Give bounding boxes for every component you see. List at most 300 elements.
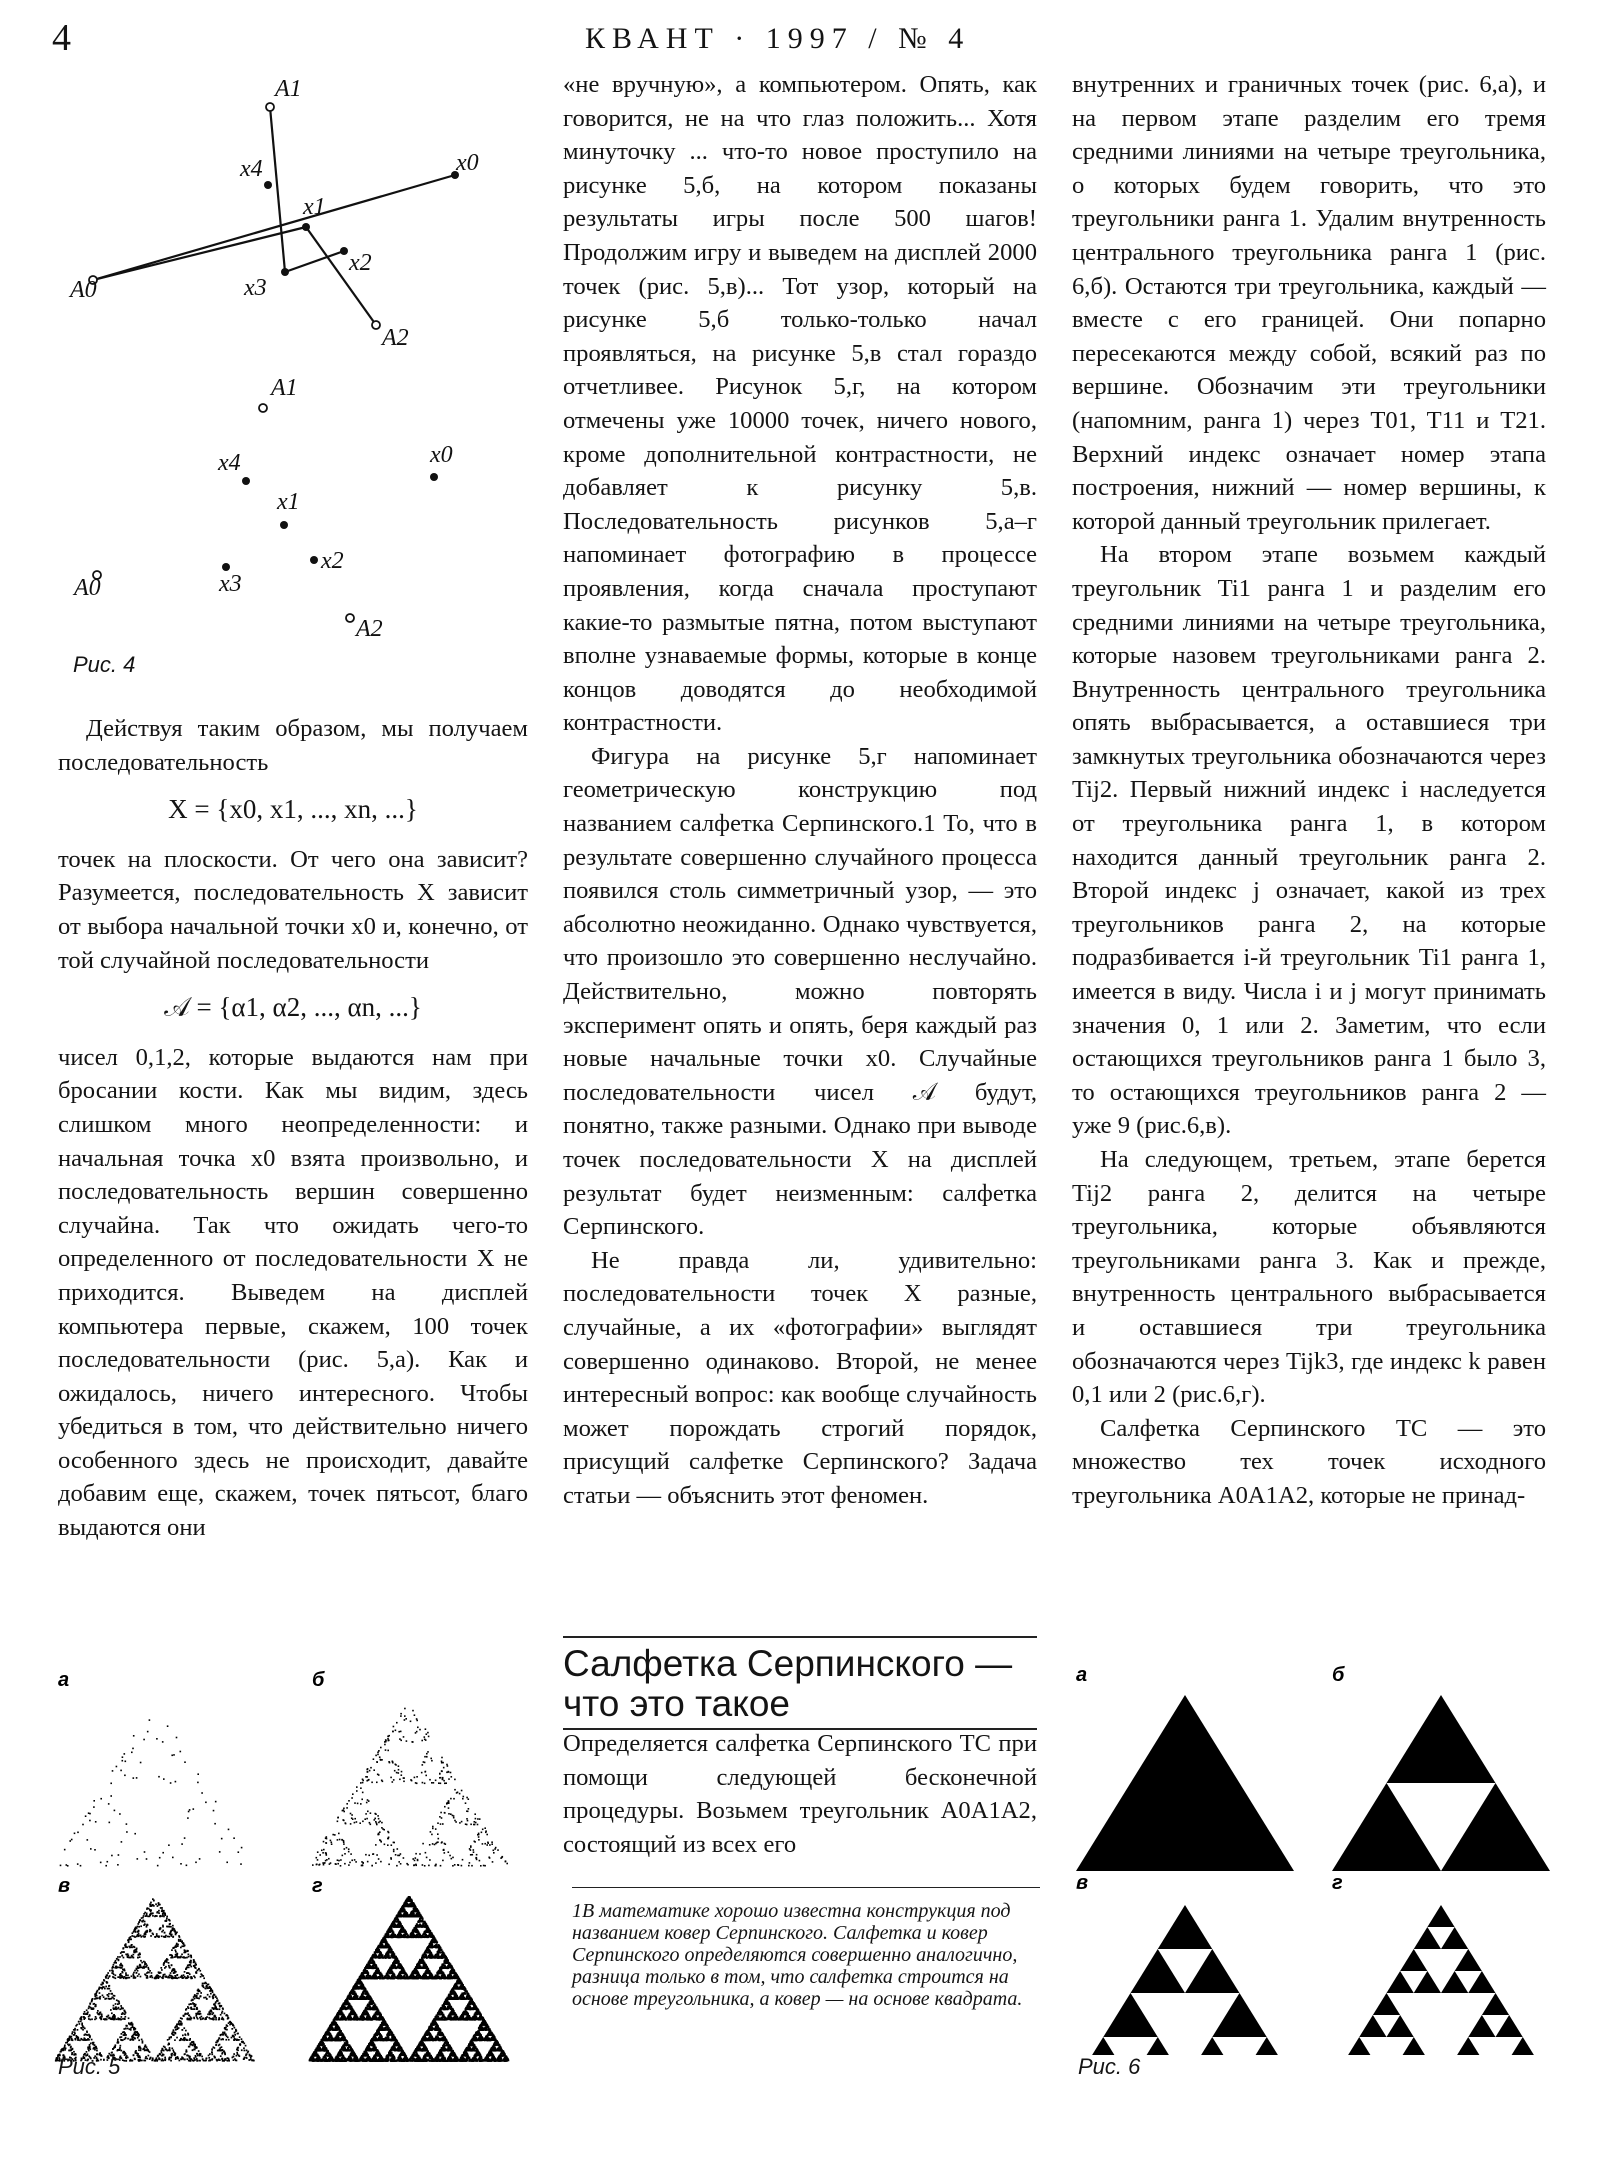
chaos-point	[172, 2049, 174, 2051]
chaos-point	[185, 2013, 187, 2015]
chaos-point	[388, 1761, 390, 1763]
chaos-point	[138, 2046, 140, 2048]
chaos-point	[148, 1968, 150, 1970]
chaos-point	[209, 1990, 211, 1992]
chaos-point	[149, 1931, 151, 1933]
chaos-point	[214, 2047, 216, 2049]
chaos-point	[175, 1945, 177, 1947]
formula-alpha-sequence: 𝒜 = {α1, α2, ..., αn, ...}	[164, 992, 422, 1023]
chaos-point	[338, 1833, 340, 1835]
chaos-point	[159, 1972, 161, 1974]
chaos-point	[189, 2038, 191, 2040]
chaos-point	[164, 1932, 166, 1934]
chaos-point	[132, 1957, 134, 1959]
chaos-point	[480, 1865, 482, 1867]
chaos-point	[85, 1815, 87, 1817]
chaos-point	[478, 1839, 480, 1841]
chaos-point	[72, 2039, 74, 2041]
chaos-point	[169, 1923, 171, 1925]
chaos-point	[191, 2042, 193, 2044]
chaos-point	[237, 2033, 239, 2035]
chaos-point	[77, 1863, 79, 1865]
chaos-point	[399, 1779, 401, 1781]
chaos-point	[171, 2053, 173, 2055]
chaos-point	[121, 2016, 123, 2018]
chaos-point	[133, 1972, 135, 1974]
chaos-point	[197, 1782, 199, 1784]
chaos-point	[113, 1964, 115, 1966]
chaos-point	[492, 1861, 494, 1863]
chaos-point	[152, 1898, 154, 1900]
chaos-point	[118, 2001, 120, 2003]
chaos-point	[107, 1861, 109, 1863]
chaos-point	[176, 1932, 178, 1934]
chaos-point	[126, 1831, 128, 1833]
chaos-point	[149, 1719, 151, 1721]
chaos-point	[133, 2055, 135, 2057]
chaos-point	[206, 2057, 208, 2059]
chaos-point	[474, 1841, 476, 1843]
page-number: 4	[52, 17, 71, 59]
chaos-point	[233, 2025, 235, 2027]
chaos-point	[131, 1944, 133, 1946]
chaos-point	[416, 1776, 418, 1778]
chaos-point	[69, 1840, 71, 1842]
chaos-point	[157, 1911, 159, 1913]
chaos-point	[466, 1824, 468, 1826]
chaos-point	[422, 1764, 424, 1766]
chaos-point	[76, 2024, 78, 2026]
chaos-point	[230, 2023, 232, 2025]
chaos-point	[190, 1955, 192, 1957]
chaos-point	[61, 2048, 63, 2050]
chaos-point	[125, 2028, 127, 2030]
chaos-point	[237, 2039, 239, 2041]
chaos-point	[124, 2032, 126, 2034]
chaos-point	[131, 2060, 133, 2062]
chaos-point	[195, 1963, 197, 1965]
chaos-point	[161, 1931, 163, 1933]
chaos-point	[228, 2058, 230, 2060]
chaos-point	[205, 1982, 207, 1984]
chaos-point	[190, 1960, 192, 1962]
chaos-point	[467, 1811, 469, 1813]
chaos-point	[103, 1979, 105, 1981]
chaos-point	[78, 2021, 80, 2023]
chaos-point	[181, 1954, 183, 1956]
chaos-point	[131, 2022, 133, 2024]
chaos-point	[76, 2035, 78, 2037]
chaos-point	[190, 2058, 192, 2060]
chaos-point	[152, 2057, 154, 2059]
chaos-point	[222, 2007, 224, 2009]
chaos-point	[93, 2042, 95, 2044]
chaos-point	[126, 1946, 128, 1948]
chaos-point	[219, 2038, 221, 2040]
chaos-point	[412, 1741, 414, 1743]
chaos-point	[136, 1927, 138, 1929]
chaos-point	[199, 2060, 201, 2062]
chaos-point	[134, 1946, 136, 1948]
chaos-point	[489, 1844, 491, 1846]
chaos-point	[375, 1813, 377, 1815]
chaos-point	[214, 2057, 216, 2059]
chaos-point	[83, 2013, 85, 2015]
chaos-point	[233, 1837, 235, 1839]
chaos-point	[362, 1782, 364, 1784]
chaos-point	[388, 1864, 390, 1866]
chaos-point	[141, 2039, 143, 2041]
chaos-point	[183, 1974, 185, 1976]
chaos-point	[113, 2007, 115, 2009]
chaos-point	[471, 1865, 473, 1867]
chaos-point	[349, 1862, 351, 1864]
chaos-point	[95, 1821, 97, 1823]
chaos-point	[367, 1811, 369, 1813]
chaos-point	[176, 2037, 178, 2039]
chaos-point	[339, 1839, 341, 1841]
chaos-point	[169, 2049, 171, 2051]
chaos-point	[387, 1736, 389, 1738]
vertex-a2-b	[346, 614, 354, 622]
chaos-point	[81, 2028, 83, 2030]
chaos-point	[214, 2004, 216, 2006]
chaos-point	[240, 2043, 242, 2045]
chaos-point	[144, 1974, 146, 1976]
chaos-point	[196, 1993, 198, 1995]
chaos-point	[445, 1782, 447, 1784]
chaos-point	[174, 2032, 176, 2034]
chaos-point	[234, 2034, 236, 2036]
chaos-point	[111, 1855, 113, 1857]
chaos-point	[93, 1806, 95, 1808]
chaos-point	[144, 2050, 146, 2052]
chaos-point	[134, 2058, 136, 2060]
chaos-point	[77, 2039, 79, 2041]
chaos-point	[415, 1864, 417, 1866]
label-x3: x3	[244, 275, 267, 301]
chaos-point	[138, 1933, 140, 1935]
chaos-point	[335, 1863, 337, 1865]
chaos-point	[173, 1972, 175, 1974]
chaos-point	[173, 2034, 175, 2036]
chaos-point	[125, 1761, 127, 1763]
chaos-point	[379, 1831, 381, 1833]
chaos-point	[410, 1721, 412, 1723]
segment-a0-x1	[93, 227, 306, 280]
chaos-point	[387, 1750, 389, 1752]
chaos-point	[208, 2017, 210, 2019]
chaos-point	[168, 1936, 170, 1938]
chaos-point	[162, 1926, 164, 1928]
chaos-point	[378, 1774, 380, 1776]
chaos-point	[134, 1970, 136, 1972]
chaos-point	[352, 1818, 354, 1820]
chaos-point	[74, 2031, 76, 2033]
chaos-point	[375, 1844, 377, 1846]
chaos-point	[105, 1986, 107, 1988]
chaos-point	[100, 1862, 102, 1864]
chaos-point	[193, 2060, 195, 2062]
chaos-point	[177, 1974, 179, 1976]
chaos-point	[93, 1800, 95, 1802]
chaos-point	[338, 1860, 340, 1862]
chaos-point	[144, 2048, 146, 2050]
chaos-point	[425, 1728, 427, 1730]
chaos-point	[187, 2012, 189, 2014]
chaos-point	[102, 1987, 104, 1989]
chaos-point	[175, 1971, 177, 1973]
chaos-point	[65, 2042, 67, 2044]
chaos-point	[421, 1772, 423, 1774]
chaos-point	[138, 1921, 140, 1923]
chaos-point	[405, 1718, 407, 1720]
chaos-point	[90, 1848, 92, 1850]
chaos-point	[395, 1730, 397, 1732]
chaos-point	[130, 1957, 132, 1959]
chaos-point	[150, 1935, 152, 1937]
chaos-point	[161, 1915, 163, 1917]
chaos-point	[83, 2018, 85, 2020]
chaos-point	[133, 1951, 135, 1953]
chaos-point	[477, 1824, 479, 1826]
chaos-point	[344, 1853, 346, 1855]
chaos-point	[152, 1934, 154, 1936]
chaos-point	[246, 2057, 248, 2059]
chaos-point	[366, 1769, 368, 1771]
chaos-point	[211, 2054, 213, 2056]
chaos-point	[117, 2050, 119, 2052]
chaos-point	[412, 1710, 414, 1712]
chaos-point	[250, 2057, 252, 2059]
chaos-point	[221, 1838, 223, 1840]
chaos-point	[180, 1940, 182, 1942]
chaos-point	[438, 1838, 440, 1840]
chaos-point	[403, 1857, 405, 1859]
figure-4	[60, 60, 530, 670]
chaos-point	[123, 1968, 125, 1970]
chaos-point	[237, 2047, 239, 2049]
chaos-point	[94, 1849, 96, 1851]
chaos-point	[117, 1967, 119, 1969]
chaos-point	[392, 1762, 394, 1764]
chaos-point	[378, 1818, 380, 1820]
chaos-point	[144, 1851, 146, 1853]
chaos-point	[419, 1729, 421, 1731]
chaos-point	[398, 1731, 400, 1733]
chaos-point	[452, 1865, 454, 1867]
chaos-point	[355, 1861, 357, 1863]
chaos-point	[203, 1997, 205, 1999]
chaos-point	[86, 2031, 88, 2033]
chaos-point	[124, 2034, 126, 2036]
chaos-point	[442, 1860, 444, 1862]
chaos-point	[214, 1823, 216, 1825]
chaos-point	[433, 1782, 435, 1784]
running-head: КВАНТ · 1997 / № 4	[585, 22, 971, 55]
chaos-point	[133, 2039, 135, 2041]
chaos-point	[110, 1990, 112, 1992]
chaos-point	[129, 1937, 131, 1939]
chaos-point	[90, 2019, 92, 2021]
chaos-point	[149, 2058, 151, 2060]
chaos-point	[110, 1783, 112, 1785]
chaos-point	[243, 2058, 245, 2060]
chaos-point	[364, 1818, 366, 1820]
chaos-point	[170, 2060, 172, 2062]
chaos-point	[145, 2056, 147, 2058]
chaos-point	[124, 2013, 126, 2015]
chaos-point	[144, 2046, 146, 2048]
chaos-point	[362, 1864, 364, 1866]
formula-x-sequence: X = {x0, x1, ..., xn, ...}	[168, 794, 418, 825]
chaos-point	[137, 1957, 139, 1959]
chaos-point	[475, 1818, 477, 1820]
chaos-point	[89, 1813, 91, 1815]
chaos-point	[440, 1823, 442, 1825]
chaos-point	[215, 2044, 217, 2046]
chaos-point	[425, 1775, 427, 1777]
chaos-point	[226, 1862, 228, 1864]
chaos-point	[108, 1803, 110, 1805]
chaos-point	[186, 1966, 188, 1968]
chaos-point	[367, 1861, 369, 1863]
chaos-point	[72, 2031, 74, 2033]
chaos-point	[465, 1802, 467, 1804]
chaos-point	[158, 1936, 160, 1938]
chaos-point	[84, 2011, 86, 2013]
chaos-point	[462, 1859, 464, 1861]
chaos-point	[343, 1811, 345, 1813]
chaos-point	[68, 2050, 70, 2052]
chaos-point	[222, 2032, 224, 2034]
chaos-point	[171, 1949, 173, 1951]
chaos-point	[220, 2005, 222, 2007]
point-x0-b	[430, 473, 438, 481]
chaos-point	[71, 2033, 73, 2035]
chaos-point	[337, 1839, 339, 1841]
chaos-point	[194, 1967, 196, 1969]
chaos-point	[399, 1738, 401, 1740]
chaos-point	[365, 1813, 367, 1815]
chaos-point	[105, 1865, 107, 1867]
chaos-point	[159, 1857, 161, 1859]
chaos-point	[183, 2015, 185, 2017]
chaos-point	[406, 1740, 408, 1742]
chaos-point	[152, 1915, 154, 1917]
chaos-point	[124, 1775, 126, 1777]
chaos-point	[354, 1818, 356, 1820]
chaos-point	[202, 1983, 204, 1985]
chaos-point	[215, 2002, 217, 2004]
chaos-point	[188, 1967, 190, 1969]
chaos-point	[459, 1793, 461, 1795]
chaos-point	[120, 2050, 122, 2052]
chaos-point	[216, 2042, 218, 2044]
chaos-point	[228, 2039, 230, 2041]
chaos-point	[180, 2021, 182, 2023]
chaos-point	[191, 2008, 193, 2010]
chaos-point	[143, 1920, 145, 1922]
chaos-point	[168, 1965, 170, 1967]
chaos-point	[148, 2055, 150, 2057]
chaos-point	[67, 1865, 69, 1867]
chaos-point	[151, 1977, 153, 1979]
chaos-point	[343, 1820, 345, 1822]
chaos-point	[119, 2037, 121, 2039]
chaos-point	[197, 2055, 199, 2057]
chaos-point	[205, 1997, 207, 1999]
chaos-point	[67, 2039, 69, 2041]
segment-x1-a2	[306, 227, 376, 325]
chaos-point	[448, 1807, 450, 1809]
chaos-point	[77, 2037, 79, 2039]
chaos-point	[235, 2039, 237, 2041]
chaos-point	[144, 2060, 146, 2062]
chaos-point	[150, 1905, 152, 1907]
chaos-point	[112, 1966, 114, 1968]
chaos-point	[130, 2039, 132, 2041]
chaos-point	[146, 1908, 148, 1910]
chaos-point	[196, 1996, 198, 1998]
chaos-point	[448, 1771, 450, 1773]
chaos-point	[354, 1859, 356, 1861]
chaos-point	[253, 2060, 255, 2062]
chaos-point	[94, 1996, 96, 1998]
chaos-point	[441, 1817, 443, 1819]
chaos-point	[139, 1954, 141, 1956]
chaos-point	[384, 1844, 386, 1846]
chaos-point	[228, 1829, 230, 1831]
chaos-point	[114, 1961, 116, 1963]
chaos-point	[199, 1970, 201, 1972]
chaos-point	[193, 1965, 195, 1967]
chaos-point	[160, 1907, 162, 1909]
chaos-point	[167, 2039, 169, 2041]
fig5-label-v: в	[58, 1875, 71, 1897]
chaos-point	[461, 1865, 463, 1867]
chaos-point	[84, 2028, 86, 2030]
chaos-point	[194, 2003, 196, 2005]
chaos-point	[393, 1779, 395, 1781]
chaos-point	[149, 1970, 151, 1972]
chaos-point	[190, 2060, 192, 2062]
chaos-point	[86, 2039, 88, 2041]
chaos-point	[103, 1996, 105, 1998]
chaos-point	[138, 1935, 140, 1937]
chaos-point	[146, 1858, 148, 1860]
chaos-point	[485, 1832, 487, 1834]
label-a0-b: A0	[74, 575, 101, 601]
chaos-point	[390, 1777, 392, 1779]
chaos-point	[448, 1800, 450, 1802]
chaos-point	[331, 1842, 333, 1844]
chaos-point	[378, 1858, 380, 1860]
chaos-point	[169, 2037, 171, 2039]
chaos-point	[87, 1839, 89, 1841]
fig5-panel-a	[60, 1719, 243, 1866]
chaos-point	[156, 1933, 158, 1935]
chaos-point	[233, 2056, 235, 2058]
chaos-point	[96, 1991, 98, 1993]
chaos-point	[222, 2017, 224, 2019]
chaos-point	[348, 1848, 350, 1850]
chaos-point	[199, 1858, 201, 1860]
point-x3	[281, 268, 289, 276]
chaos-point	[375, 1862, 377, 1864]
chaos-point	[392, 1731, 394, 1733]
chaos-point	[169, 1920, 171, 1922]
